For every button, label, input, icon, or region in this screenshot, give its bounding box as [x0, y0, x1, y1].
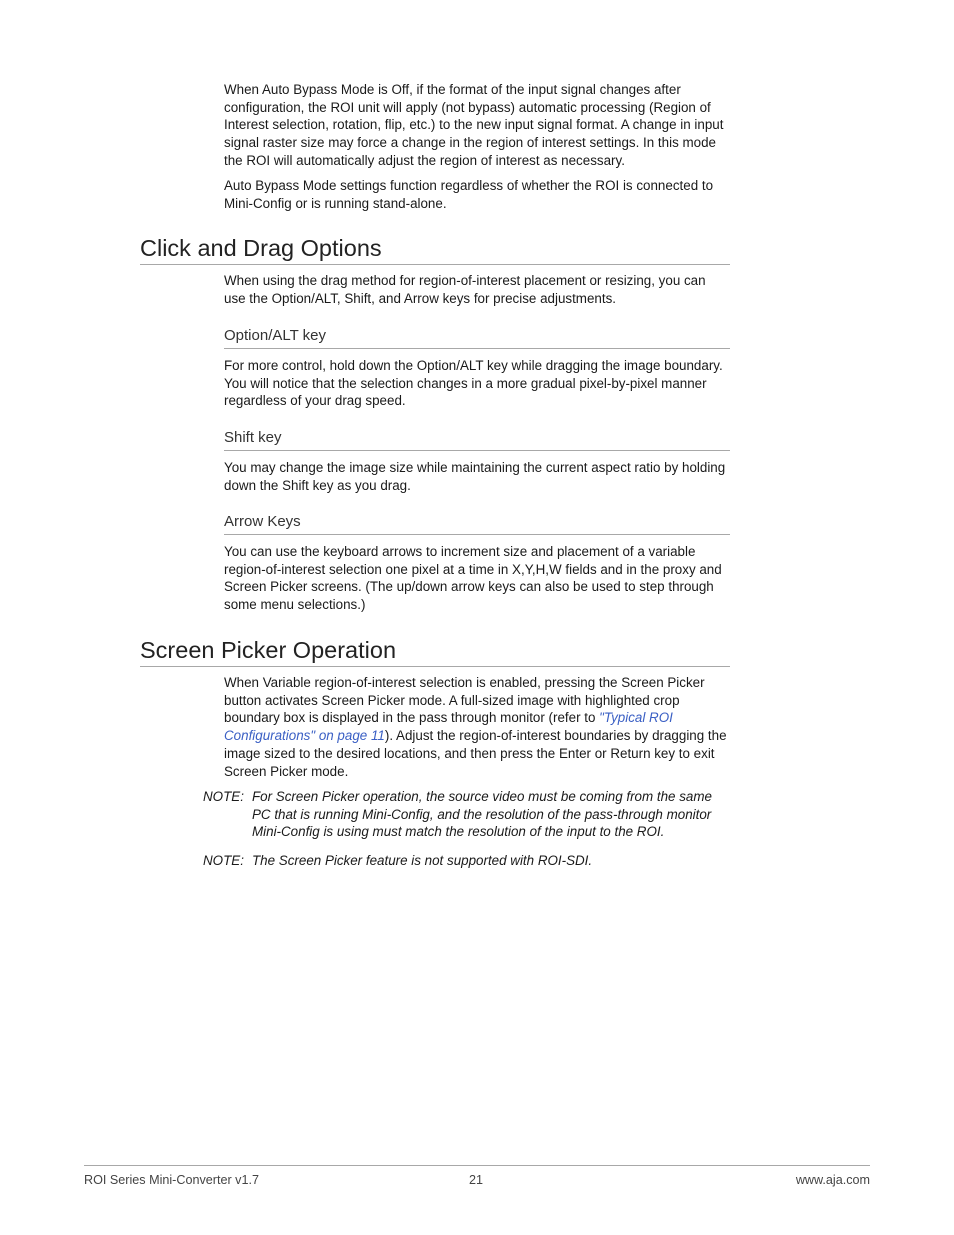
note-text: The Screen Picker feature is not supported with ROI-SDI. — [252, 853, 593, 868]
arrow-keys-paragraph: You can use the keyboard arrows to increment size and placement of a variable region-of-interest selection one pixel at a time in X,Y,H,W fields and in the proxy and Screen Picker screens. (The up/down arrow keys can also be used to step through some menu selections.) — [224, 544, 722, 613]
footer-divider — [84, 1165, 870, 1166]
note-roi-sdi — [203, 852, 733, 870]
click-drag-intro: When using the drag method for region-of-interest placement or resizing, you can use the Option/ALT, Shift, and Arrow keys for precise adjustments. — [224, 273, 706, 306]
footer-page-number: 21 — [469, 1173, 484, 1187]
typical-roi-configurations-link[interactable]: "Typical ROI Configurations" on page 11 — [224, 710, 673, 744]
footer-document-title: ROI Series Mini-Converter v1.7 — [84, 1173, 259, 1187]
screen-picker-text-end: ). Adjust the region-of-interest boundaries by dragging the image sized to the desired locations, and then press the Enter or Return key to exit Screen Picker mode. — [224, 728, 727, 779]
option-alt-paragraph: For more control, hold down the Option/ALT key while dragging the image boundary. You will notice that the selection changes in a more gradual pixel-by-pixel manner regardless of your drag speed. — [224, 358, 723, 409]
shift-key-heading: Shift key — [224, 428, 730, 451]
click-drag-heading: Click and Drag Options — [140, 233, 730, 265]
shift-key-paragraph: You may change the image size while maintaining the current aspect ratio by holding down the Shift key as you drag. — [224, 460, 726, 493]
note-source-video — [203, 788, 733, 841]
note-label: NOTE: — [203, 853, 244, 868]
auto-bypass-settings-paragraph: Auto Bypass Mode settings function regardless of whether the ROI is connected to Mini-Config or is running stand-alone. — [224, 178, 714, 211]
screen-picker-heading: Screen Picker Operation — [140, 635, 730, 667]
screen-picker-paragraph — [224, 674, 730, 780]
note-label: NOTE: — [203, 789, 244, 804]
screen-picker-text-start: When Variable region-of-interest selection is enabled, pressing the Screen Picker button activates Screen Picker mode. A full-sized image with highlighted crop boundary box is displayed in the pass through monitor (refer to — [224, 675, 705, 726]
auto-bypass-off-paragraph: When Auto Bypass Mode is Off, if the format of the input signal changes after configuration, the ROI unit will apply (not bypass) automatic processing (Region of Interest selection, rotation, flip, etc.) to the new input signal format. A change in input signal raster size may force a change in the region of interest settings. In this mode the ROI will automatically adjust the region of interest as necessary. — [224, 82, 724, 168]
note-text: For Screen Picker operation, the source video must be coming from the same PC that is running Mini-Config, and the resolution of the pass-through monitor Mini-Config is using must match the resolution of the input to the ROI. — [252, 789, 712, 840]
arrow-keys-heading: Arrow Keys — [224, 512, 730, 535]
option-alt-heading: Option/ALT key — [224, 326, 730, 349]
footer-website: www.aja.com — [795, 1173, 870, 1187]
